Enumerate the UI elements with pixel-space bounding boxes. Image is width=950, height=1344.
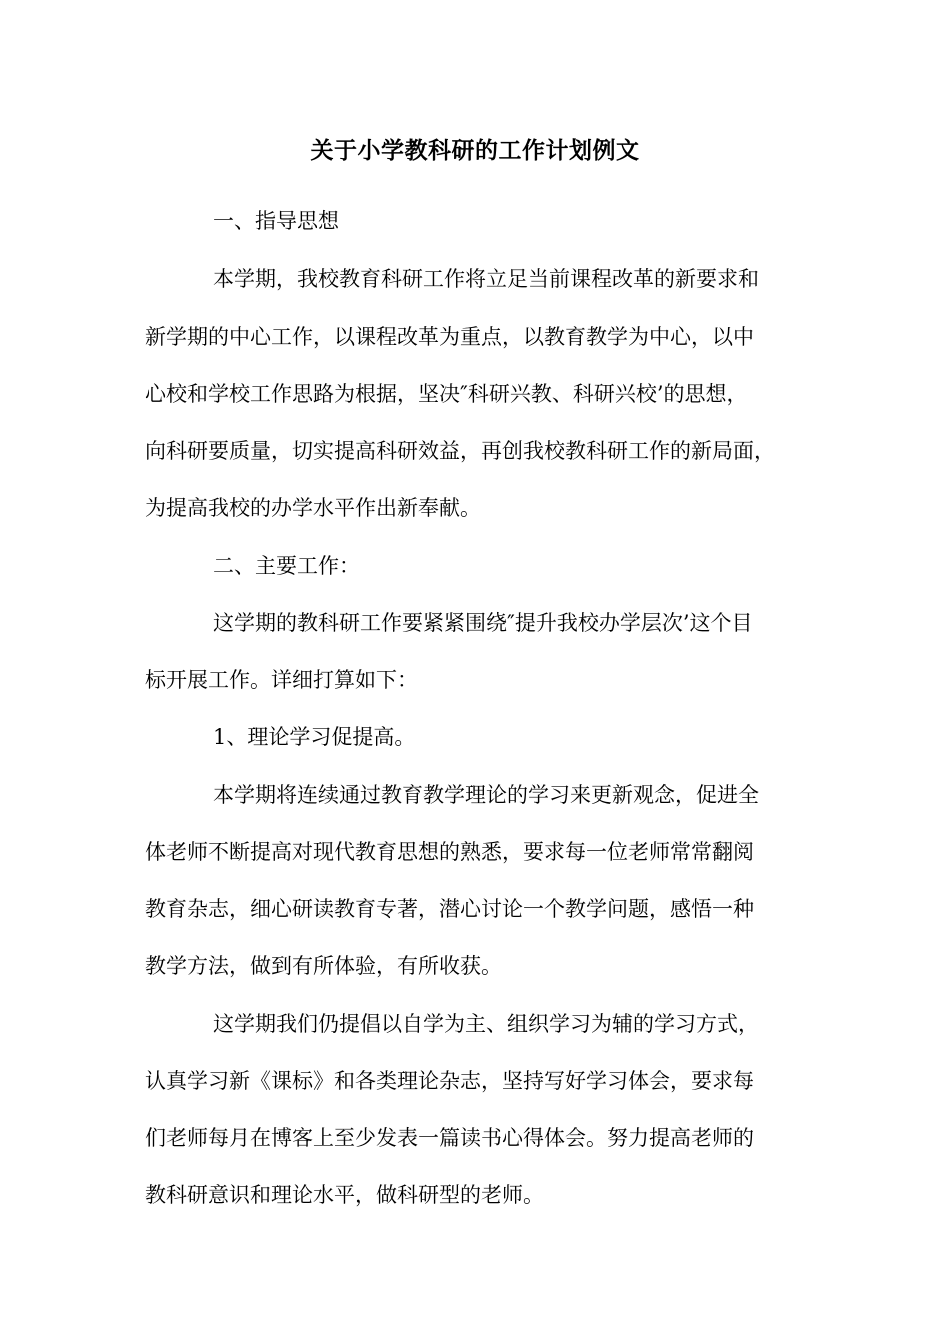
paragraph-line: 标开展工作。详细打算如下： [145, 668, 418, 692]
paragraph-line: 这学期的教科研工作要紧紧围绕″提升我校办学层次’这个目 [213, 611, 753, 635]
paragraph-line: 们老师每月在博客上至少发表一篇读书心得体会。努力提高老师的 [145, 1126, 754, 1150]
paragraph-line: 教科研意识和理论水平，做科研型的老师。 [145, 1183, 544, 1207]
paragraph-line: 向科研要质量，切实提高科研效益，再创我校教科研工作的新局面， [145, 439, 775, 463]
section-heading-main-work: 二、主要工作： [213, 554, 360, 578]
paragraph-line: 本学期将连续通过教育教学理论的学习来更新观念，促进全 [213, 783, 759, 807]
paragraph-line: 教育杂志，细心研读教育专著，潜心讨论一个教学问题，感悟一种 [145, 897, 754, 921]
paragraph-line: 体老师不断提高对现代教育思想的熟悉，要求每一位老师常常翻阅 [145, 840, 754, 864]
paragraph-line: 新学期的中心工作，以课程改革为重点，以教育教学为中心，以中 [145, 325, 754, 349]
section-heading-guiding-ideology: 一、指导思想 [213, 209, 339, 233]
paragraph-line: 为提高我校的办学水平作出新奉献。 [145, 496, 481, 520]
paragraph-line: 心校和学校工作思路为根据，坚决″科研兴教、科研兴校’的思想， [145, 382, 748, 406]
item-heading-theory-study: 1、理论学习促提高。 [213, 725, 416, 749]
paragraph-line: 教学方法，做到有所体验，有所收获。 [145, 954, 502, 978]
paragraph-line: 这学期我们仍提倡以自学为主、组织学习为辅的学习方式， [213, 1012, 759, 1036]
paragraph-line: 认真学习新《课标》和各类理论杂志，坚持写好学习体会，要求每 [145, 1069, 754, 1093]
paragraph-line: 本学期，我校教育科研工作将立足当前课程改革的新要求和 [213, 267, 759, 291]
document-title: 关于小学教科研的工作计划例文 [310, 137, 640, 164]
